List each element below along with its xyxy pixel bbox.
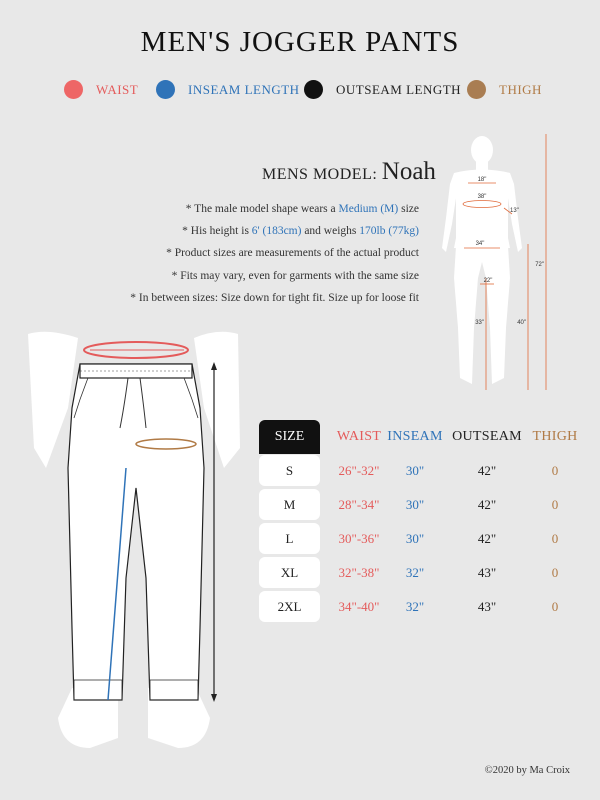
note-text: and weighs <box>301 225 360 238</box>
inseam-cell: 30" <box>405 531 425 546</box>
waist-cell: 34"-40" <box>338 599 380 614</box>
size-cell: XL <box>259 557 320 588</box>
size-cell: 2XL <box>259 591 320 622</box>
model-figure <box>430 128 570 398</box>
legend-label-inseam: INSEAM LENGTH <box>188 81 300 97</box>
height-measure: 72" <box>535 262 544 268</box>
copyright-text: ©2020 by Ma Croix <box>484 765 570 776</box>
header-outseam: OUTSEAM <box>452 429 522 444</box>
note-highlight-height: 6' (183cm) <box>251 225 302 238</box>
legend-item-outseam <box>304 80 461 99</box>
body-silhouette <box>442 136 522 384</box>
legend-label-outseam: OUTSEAM LENGTH <box>336 81 462 97</box>
model-heading <box>262 158 436 186</box>
note-text: size <box>398 203 419 215</box>
legend-item-waist <box>64 80 138 99</box>
waist-cell: 28"-34" <box>338 497 380 512</box>
thigh-cell: 0 <box>551 599 559 614</box>
note-line-2 <box>130 220 419 242</box>
outseam-color-dot <box>304 80 323 99</box>
header-waist: WAIST <box>336 429 382 444</box>
note-line-1 <box>130 198 419 220</box>
legend-item-thigh <box>467 80 542 99</box>
waist-color-dot <box>64 80 83 99</box>
header-size: SIZE <box>259 420 320 454</box>
thigh-cell: 0 <box>551 531 559 546</box>
note-text: * The male model shape wears a <box>185 203 339 215</box>
shoulder-measure: 18" <box>477 177 487 183</box>
inseam-cell: 32" <box>405 599 425 614</box>
thigh-cell: 0 <box>551 565 559 580</box>
outseam-cell: 42" <box>477 463 497 478</box>
outseam-cell: 42" <box>477 531 497 546</box>
chest-measure: 38" <box>477 194 487 200</box>
legend-label-thigh: THIGH <box>499 81 542 97</box>
waist-cell: 30"-36" <box>338 531 380 546</box>
note-text: * His height is <box>182 225 252 238</box>
note-line-3: * Product sizes are measurements of the actual product <box>166 247 419 260</box>
legend-item-inseam <box>156 80 300 99</box>
inseam-cell: 30" <box>405 463 425 478</box>
note-highlight-size: Medium (M) <box>338 203 399 215</box>
size-cell: L <box>259 523 320 554</box>
size-cell: S <box>259 455 320 486</box>
waist-measure: 34" <box>475 241 485 247</box>
inseam-measure: 33" <box>475 320 484 326</box>
waist-cell: 26"-32" <box>338 463 380 478</box>
size-cell: M <box>259 489 320 520</box>
thigh-cell: 0 <box>551 497 559 512</box>
outseam-cell: 43" <box>477 599 497 614</box>
jogger-pants <box>68 364 204 700</box>
outseam-cell: 43" <box>477 565 497 580</box>
pants-illustration <box>28 328 250 758</box>
note-line-4: * Fits may vary, even for garments with the same size <box>171 269 419 282</box>
inseam-cell: 32" <box>405 565 425 580</box>
arm-measure: 13" <box>510 208 519 214</box>
waist-cell: 32"-38" <box>338 565 380 580</box>
outseam-cell: 42" <box>477 497 497 512</box>
legend-label-waist: WAIST <box>96 81 139 97</box>
thigh-color-dot <box>467 80 486 99</box>
legend <box>0 80 600 106</box>
outseam-measure: 40" <box>517 320 526 326</box>
header-inseam: INSEAM <box>387 429 443 444</box>
model-notes <box>130 198 419 309</box>
model-name: Noah <box>381 158 436 185</box>
outseam-arrow-bottom <box>211 694 217 702</box>
thigh-measure: 22" <box>483 278 493 284</box>
model-prefix: MENS MODEL: <box>262 166 378 183</box>
page-title: MEN'S JOGGER PANTS <box>140 26 460 58</box>
thigh-cell: 0 <box>551 463 559 478</box>
header-thigh: THIGH <box>532 429 578 444</box>
note-highlight-weight: 170lb (77kg) <box>359 225 419 238</box>
inseam-cell: 30" <box>405 497 425 512</box>
note-line-5: * In between sizes: Size down for tight fit. Size up for loose fit <box>130 291 419 304</box>
inseam-color-dot <box>156 80 175 99</box>
